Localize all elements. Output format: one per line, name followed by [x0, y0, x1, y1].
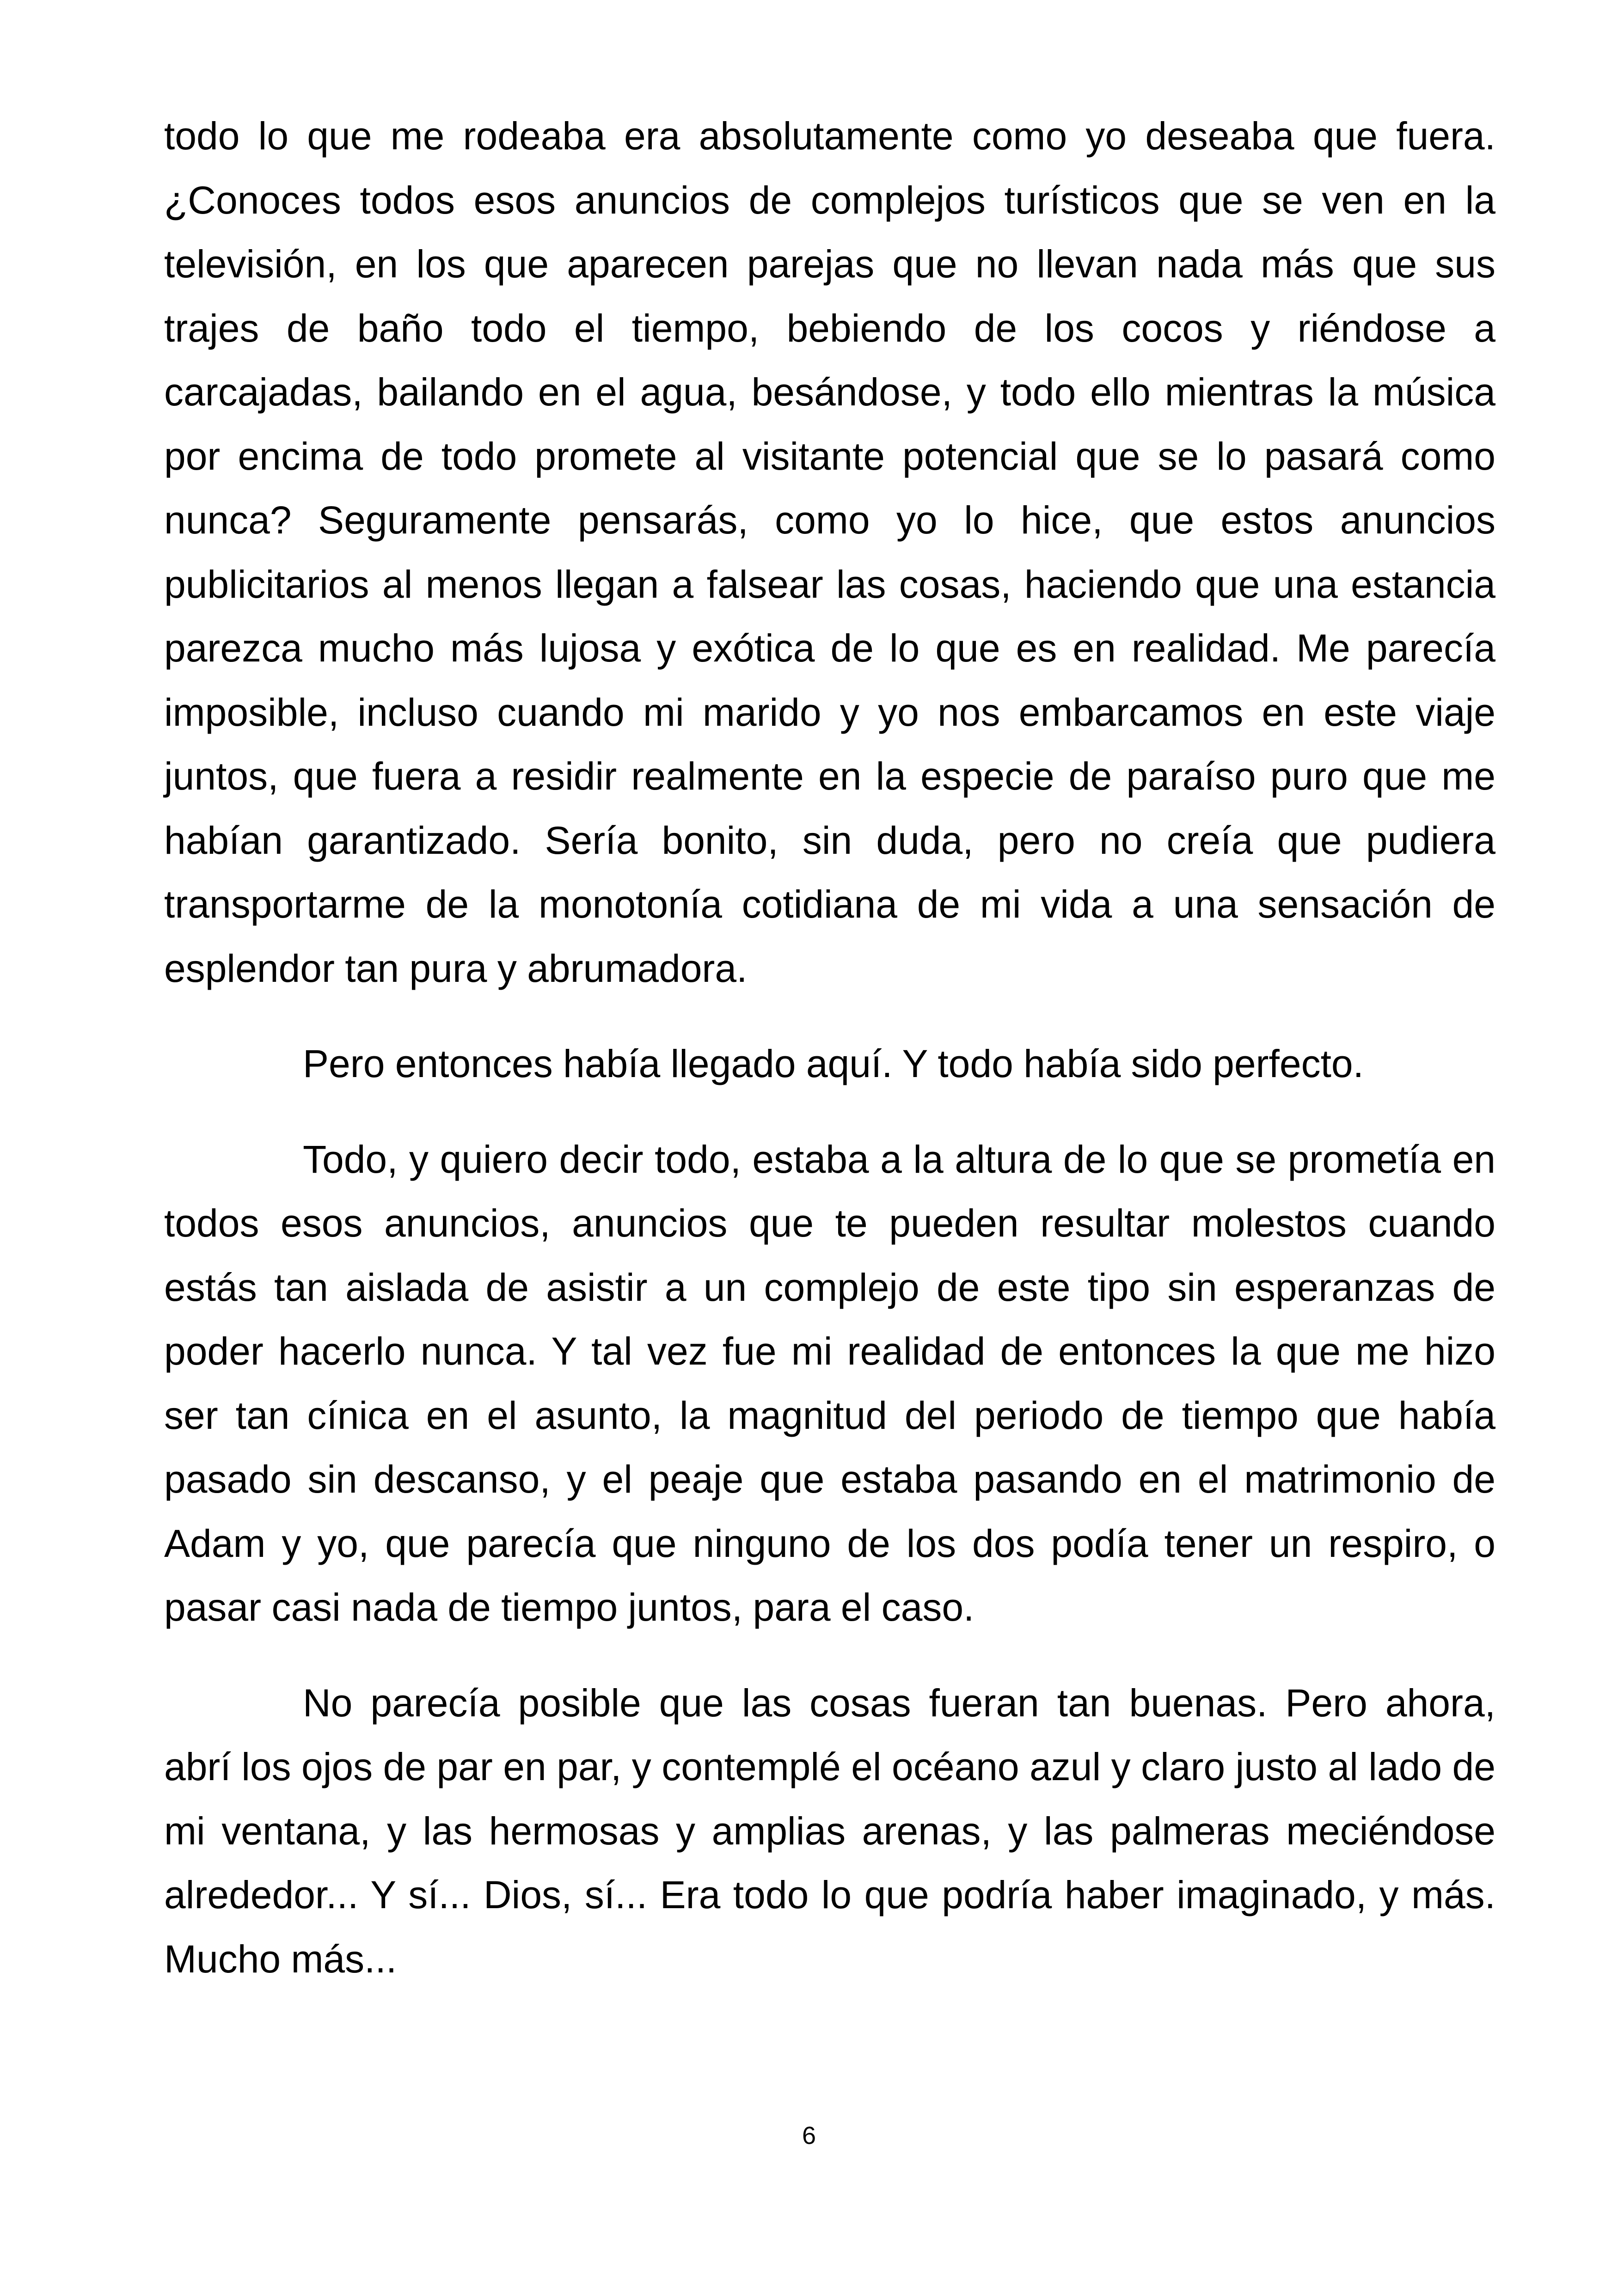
paragraph-gap	[164, 1096, 1495, 1127]
paragraph-1: todo lo que me rodeaba era absolutamente como yo deseaba que fuera. ¿Conoces todos esos anuncios de complejos turísticos que se ven en la televisión, en los que aparecen parejas que no llevan nada más que sus trajes de baño todo el tiempo, bebiendo de los cocos y riéndose a carcajadas, bailando en el agua, besándose, y todo ello mientras la música por encima de todo promete al visitante potencial que se lo pasará como nunca? Seguramente pensarás, como yo lo hice, que estos anuncios publicitarios al menos llegan a falsear las cosas, haciendo que una estancia parezca mucho más lujosa y exótica de lo que es en realidad. Me parecía imposible, incluso cuando mi marido y yo nos embarcamos en este viaje juntos, que fuera a residir realmente en la especie de paraíso puro que me habían garantizado. Sería bonito, sin duda, pero no creía que pudiera transportarme de la monotonía cotidiana de mi vida a una sensación de esplendor tan pura y abrumadora.	[164, 114, 1495, 990]
paragraph-gap	[164, 1000, 1495, 1032]
paragraph-2: Pero entonces había llegado aquí. Y todo había sido perfecto.	[303, 1042, 1364, 1085]
page-number: 6	[802, 2122, 816, 2149]
paragraph-4: No parecía posible que las cosas fueran tan buenas. Pero ahora, abrí los ojos de par en par, y contemplé el océano azul y claro justo al lado de mi ventana, y las hermosas y amplias arenas, y las palmeras meciéndose alrededor... Y sí... Dios, sí... Era todo lo que podría haber imaginado, y más. Mucho más...	[164, 1681, 1495, 1981]
paragraph-gap	[164, 1640, 1495, 1671]
paragraph-3: Todo, y quiero decir todo, estaba a la altura de lo que se prometía en todos esos anuncios, anuncios que te pueden resultar molestos cuando estás tan aislada de asistir a un complejo de este tipo sin esperanzas de poder hacerlo nunca. Y tal vez fue mi realidad de entonces la que me hizo ser tan cínica en el asunto, la magnitud del periodo de tiempo que había pasado sin descanso, y el peaje que estaba pasando en el matrimonio de Adam y yo, que parecía que ninguno de los dos podía tener un respiro, o pasar casi nada de tiempo juntos, para el caso.	[164, 1137, 1495, 1629]
body-text	[164, 104, 1495, 1991]
